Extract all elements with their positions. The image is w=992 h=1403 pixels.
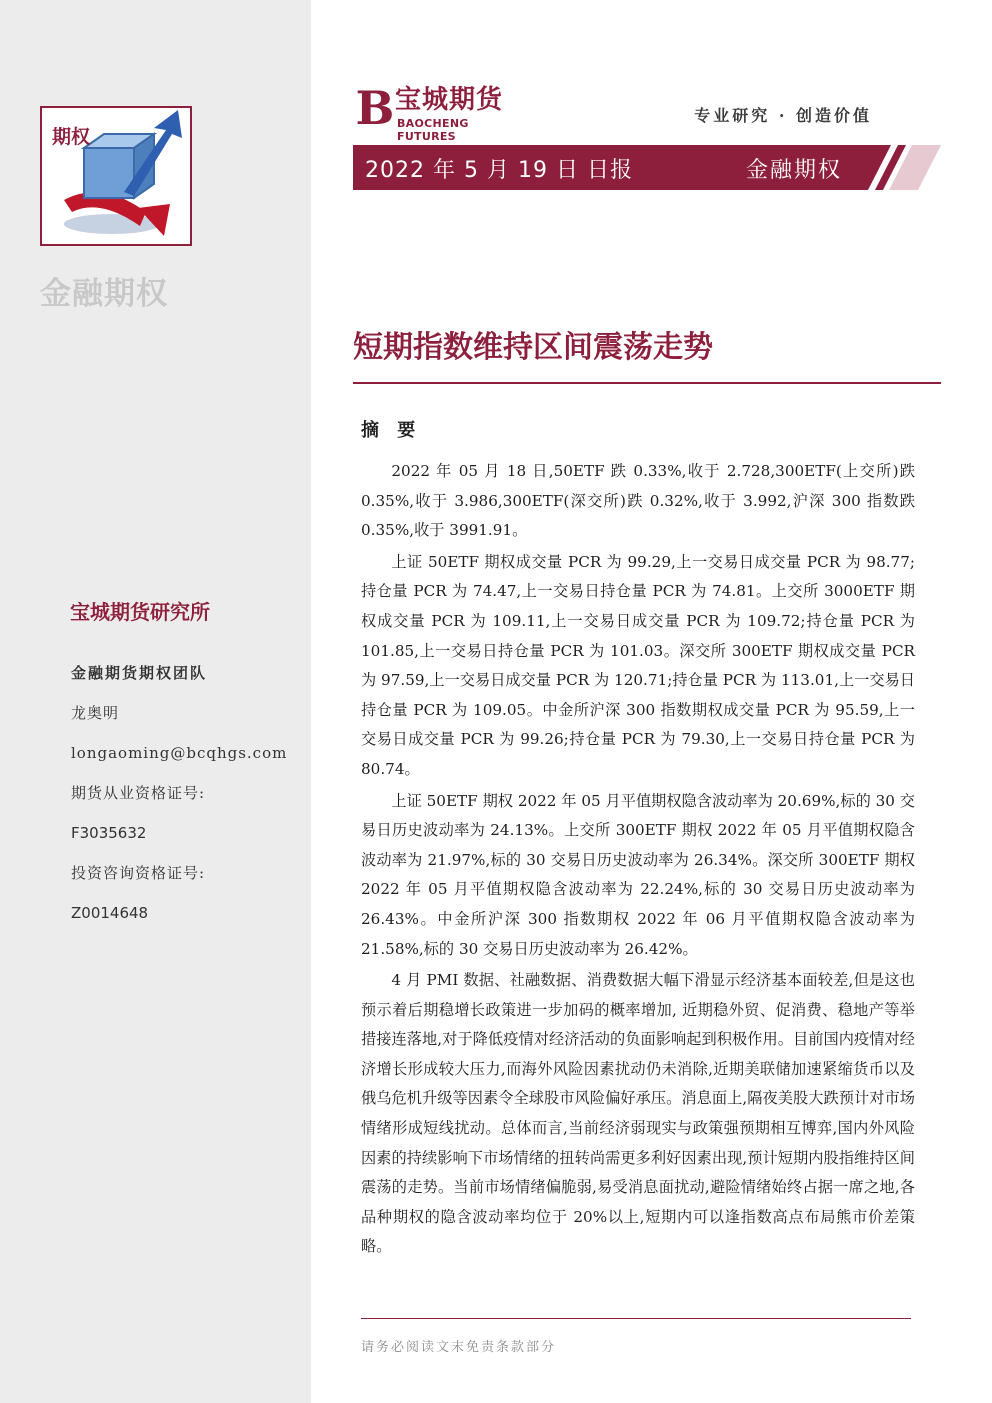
- analyst-email[interactable]: longaoming@bcqhgs.com: [71, 744, 288, 762]
- logo-label: 期权: [52, 126, 91, 148]
- qualification-number: F3035632: [71, 824, 147, 842]
- footer-divider: [361, 1318, 911, 1319]
- report-date: 2022 年 5 月 19 日 日报: [365, 158, 633, 183]
- options-logo: [40, 106, 192, 246]
- summary-body: [361, 457, 915, 1264]
- brand-english-name: BAOCHENG FUTURES: [397, 117, 469, 143]
- analyst-info: [71, 660, 301, 940]
- date-banner: [353, 145, 873, 190]
- sidebar: [0, 0, 311, 1403]
- report-title: 短期指数维持区间震荡走势: [353, 330, 713, 365]
- qualification-label: 期货从业资格证号:: [71, 784, 206, 802]
- disclaimer: 请务必阅读文末免责条款部分: [361, 1340, 557, 1355]
- summary-paragraph: 2022 年 05 月 18 日,50ETF 跌 0.33%,收于 2.728,300ETF(上交所)跌 0.35%,收于 3.986,300ETF(深交所)跌 0.32%,收于 3.992,沪深 300 指数跌 0.35%,收于 3991.91。: [361, 462, 915, 540]
- investment-license-number: Z0014648: [71, 904, 149, 922]
- brand-name: 宝城期货: [395, 85, 504, 115]
- analyst-name: 龙奥明: [71, 704, 120, 722]
- slogan: 专业研究 · 创造价值: [694, 106, 872, 125]
- summary-paragraph: 4 月 PMI 数据、社融数据、消费数据大幅下滑显示经济基本面较差,但是这也预示着后期稳增长政策进一步加码的概率增加, 近期稳外贸、促消费、稳地产等举措接连落地,对于降低疫情对经济活动的负面影响起到积极作用。目前国内疫情对经济增长形成较大压力,而海外风险因素扰动仍未消除,近期美联储加速紧缩货币以及俄乌危机升级等因素令全球股市风险偏好承压。消息面上,隔夜美股大跌预计对市场情绪形成短线扰动。总体而言,当前经济弱现实与政策强预期相互博弈,国内外风险因素的持续影响下市场情绪的扭转尚需更多利好因素出现,预计短期内股指维持区间震荡的走势。当前市场情绪偏脆弱,易受消息面扰动,避险情绪始终占据一席之地,各品种期权的隐含波动率均位于 20%以上,短期内可以逢指数高点布局熊市价差策略。: [361, 971, 915, 1256]
- report-category: 金融期权: [746, 158, 843, 183]
- brand-logo: [355, 81, 525, 143]
- summary-paragraph: 上证 50ETF 期权 2022 年 05 月平值期权隐含波动率为 20.69%,标的 30 交易日历史波动率为 24.13%。上交所 300ETF 期权 2022 年 05 月平值期权隐含波动率为 21.97%,标的 30 交易日历史波动率为 26.34%。深交所 300ETF 期权 2022 年 05 月平值期权隐含波动率为 22.24%,标的 30 交易日历史波动率为 26.43%。中金所沪深 300 指数期权 2022 年 06 月平值期权隐含波动率为 21.58%,标的 30 交易日历史波动率为 26.42%。: [361, 791, 915, 958]
- team-name: 金融期货期权团队: [71, 664, 208, 682]
- institute-name: 宝城期货研究所: [70, 600, 210, 624]
- brand-mark-icon: B: [355, 81, 395, 135]
- summary-heading: 摘 要: [361, 420, 422, 441]
- investment-license-label: 投资咨询资格证号:: [71, 864, 206, 882]
- summary-paragraph: 上证 50ETF 期权成交量 PCR 为 99.29,上一交易日成交量 PCR 为 98.77;持仓量 PCR 为 74.47,上一交易日持仓量 PCR 为 74.81。上交所 3000ETF 期权成交量 PCR 为 109.11,上一交易日成交量 PCR 为 109.72;持仓量 PCR 为 101.85,上一交易日持仓量 PCR 为 101.03。深交所 300ETF 期权成交量 PCR 为 97.59,上一交易日成交量 PCR 为 120.71;持仓量 PCR 为 113.01,上一交易日持仓量 PCR 为 109.05。中金所沪深 300 指数期权成交量 PCR 为 95.59,上一交易日成交量 PCR 为 99.26;持仓量 PCR 为 79.30,上一交易日持仓量 PCR 为 80.74。: [361, 552, 915, 778]
- title-divider: [353, 382, 941, 384]
- sidebar-category: 金融期权: [40, 276, 168, 312]
